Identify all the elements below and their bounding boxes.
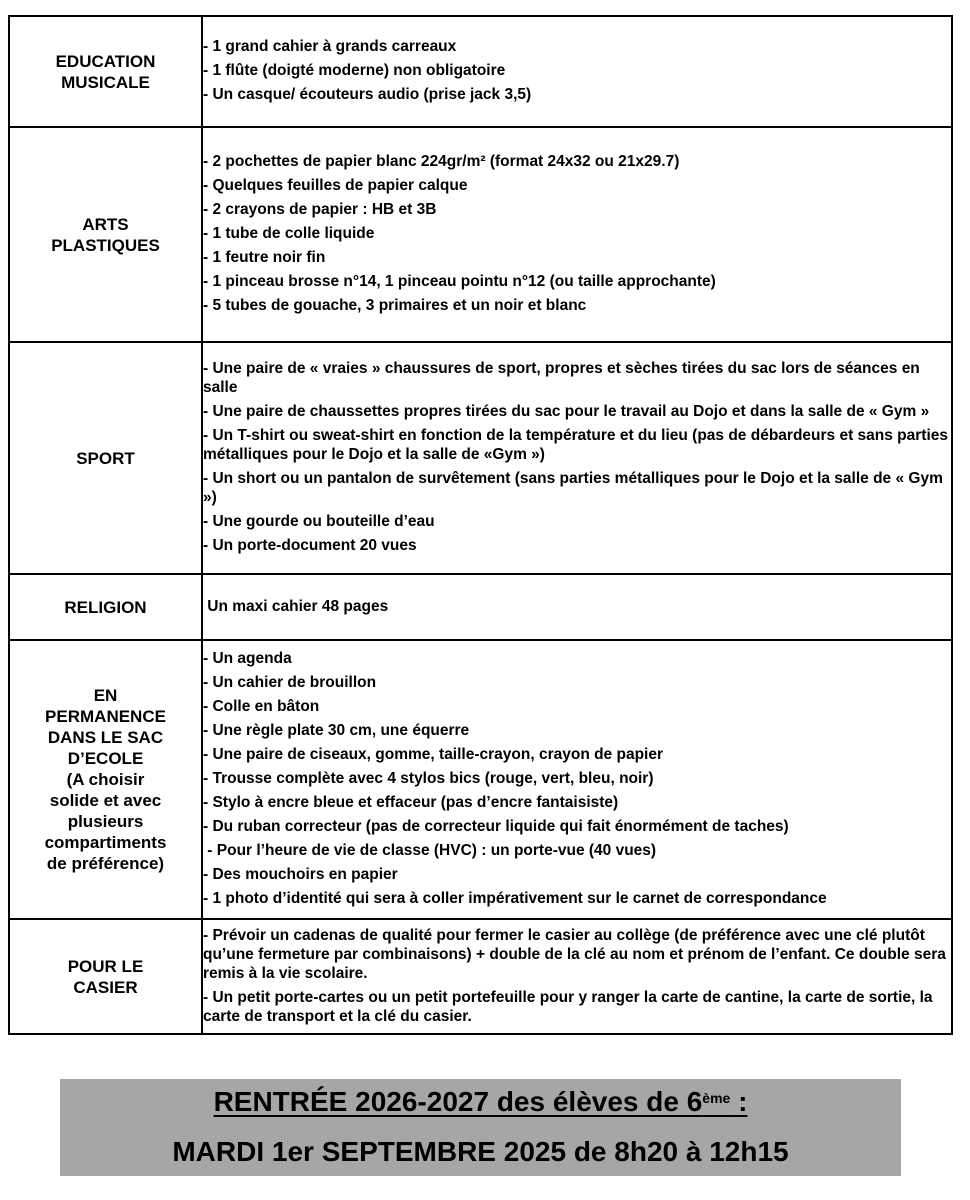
subject-line: SPORT [76,448,135,468]
list-item: - Quelques feuilles de papier calque [203,177,468,194]
items-cell [202,16,952,127]
list-item: - Un petit porte-cartes ou un petit portefeuille pour y ranger la carte de cantine, la carte de sortie, la carte de transport et la clé du casier. [203,988,933,1025]
subject-line: solide et avec [49,791,162,810]
subject-line: PLASTIQUES [51,235,160,255]
list-item: - 1 feutre noir fin [203,249,326,266]
list-item: - Une règle plate 30 cm, une équerre [203,722,470,739]
list-item: - Une gourde ou bouteille d’eau [203,513,435,530]
list-item: Un maxi cahier 48 pages [203,597,389,615]
items-cell [202,127,952,342]
section-row-music [9,16,952,127]
subject-line: de préférence) [46,854,165,873]
section-row-bag [9,640,952,919]
list-item: - 2 crayons de papier : HB et 3B [203,201,437,218]
list-item: - Trousse complète avec 4 stylos bics (rouge, vert, bleu, noir) [203,770,654,787]
items-cell [202,342,952,574]
subject-line: DANS LE SAC [47,728,164,747]
section-row-religion [9,574,952,640]
list-item: - 1 tube de colle liquide [203,225,375,242]
banner-title-text: RENTRÉE 2026-2027 des élèves de 6 [213,1086,703,1117]
items-cell [202,574,952,640]
list-item: - Des mouchoirs en papier [203,866,398,883]
list-item: - Un agenda [203,650,292,667]
subject-cell [9,127,202,342]
list-item: - Une paire de ciseaux, gomme, taille-crayon, crayon de papier [203,746,663,763]
subject-line: CASIER [73,977,138,997]
subject-cell [9,574,202,640]
subject-cell [9,640,202,919]
items-cell [202,640,952,919]
list-item: - 1 pinceau brosse n°14, 1 pinceau pointu n°12 (ou taille approchante) [203,273,716,290]
subject-line: EDUCATION [55,51,156,71]
banner-title-end: : [730,1086,748,1117]
list-item: - 1 flûte (doigté moderne) non obligatoire [203,62,506,79]
subject-line: compartiments [44,833,167,852]
subject-line: RELIGION [64,597,147,617]
list-item: - Un short ou un pantalon de survêtement (sans parties métalliques pour le Dojo et la salle de « Gym ») [203,470,943,506]
list-item: - 5 tubes de gouache, 3 primaires et un noir et blanc [203,297,587,314]
subject-cell [9,919,202,1034]
list-item: - Un T-shirt ou sweat-shirt en fonction de la température et du lieu (pas de débardeurs et sans parties métalliques pour le Dojo et la salle de «Gym ») [203,427,949,463]
list-item: - Prévoir un cadenas de qualité pour fermer le casier au collège (de préférence avec une clé plutôt qu’une fermeture par combinaisons) + double de la clé au nom et prénom de l’enfant. Ce double sera remis à la vie scolaire. [203,926,946,982]
subject-cell [9,342,202,574]
subject-cell [9,16,202,127]
subject-line: POUR LE [67,956,144,976]
rentree-banner [60,1079,901,1176]
subject-line: (A choisir [66,770,145,789]
list-item: - Pour l’heure de vie de classe (HVC) : un porte-vue (40 vues) [203,842,657,859]
list-item: - Un porte-document 20 vues [203,537,417,554]
list-item: - Colle en bâton [203,698,320,715]
subject-line: PERMANENCE [45,707,166,726]
subject-line: MUSICALE [61,72,150,92]
list-item: - Une paire de « vraies » chaussures de sport, propres et sèches tirées du sac lors de séances en salle [203,360,920,396]
list-item: - Un cahier de brouillon [203,674,377,691]
subject-line: EN [93,686,118,705]
items-cell [202,919,952,1034]
subject-line: ARTS [82,214,129,234]
section-row-arts [9,127,952,342]
banner-title-superscript: ème [702,1090,731,1106]
supplies-table [8,15,953,1035]
list-item: - 1 grand cahier à grands carreaux [203,38,457,55]
list-item: - Stylo à encre bleue et effaceur (pas d’encre fantaisiste) [203,794,619,811]
banner-date: MARDI 1er SEPTEMBRE 2025 de 8h20 à 12h15 [172,1136,789,1167]
section-row-locker [9,919,952,1034]
section-row-sport [9,342,952,574]
subject-line: plusieurs [67,812,144,831]
list-item: - 1 photo d’identité qui sera à coller impérativement sur le carnet de correspondance [203,890,827,907]
subject-line: D’ECOLE [67,749,144,768]
list-item: - Une paire de chaussettes propres tirées du sac pour le travail au Dojo et dans la salle de « Gym » [203,403,930,420]
list-item: - Du ruban correcteur (pas de correcteur liquide qui fait énormément de taches) [203,818,789,835]
banner-title [60,1082,901,1126]
list-item: - Un casque/ écouteurs audio (prise jack 3,5) [203,86,532,103]
list-item: - 2 pochettes de papier blanc 224gr/m² (format 24x32 ou 21x29.7) [203,153,680,170]
